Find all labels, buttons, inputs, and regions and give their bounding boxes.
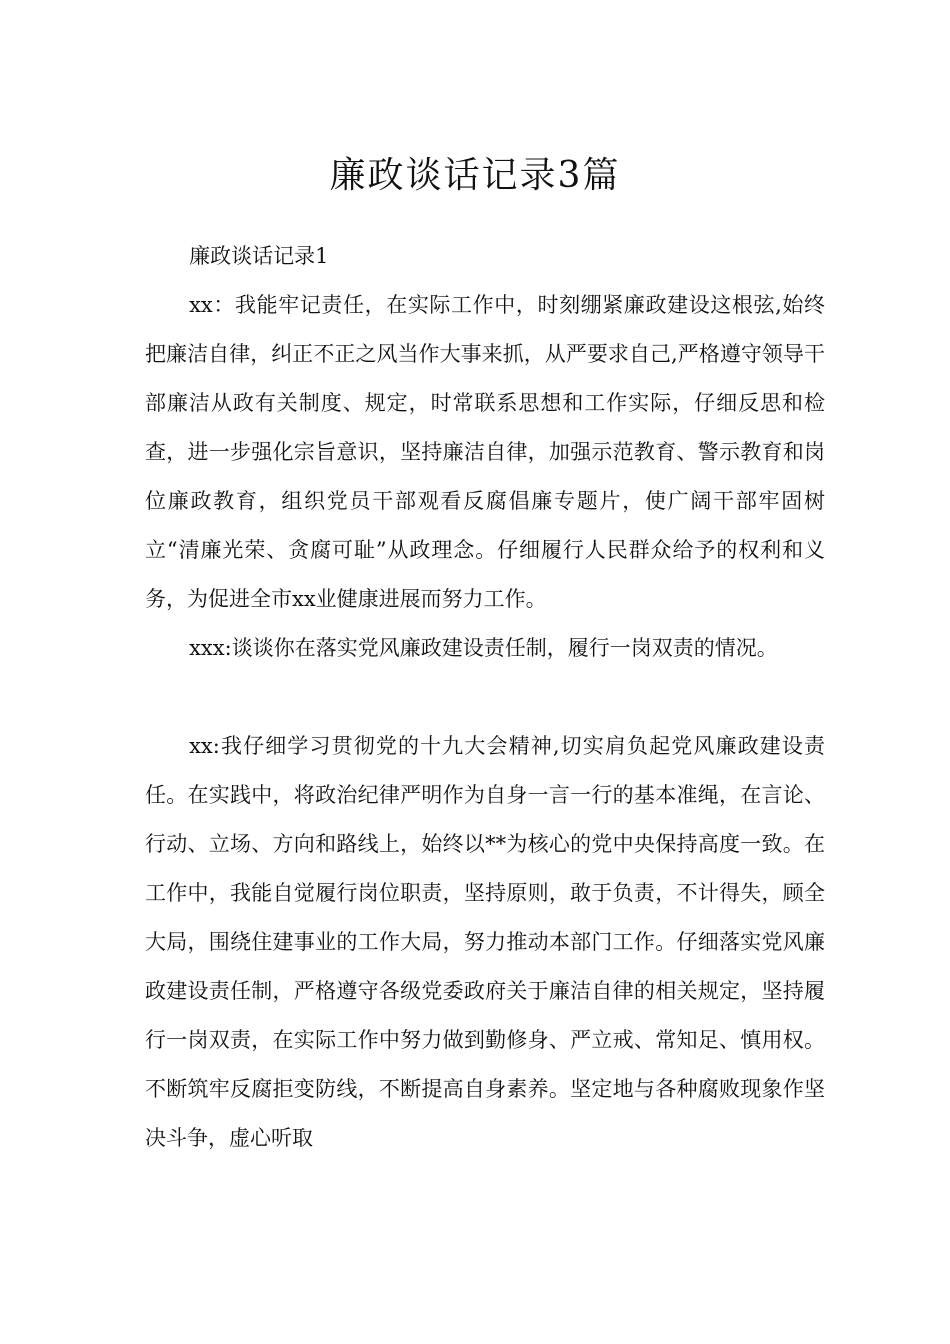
paragraph-answer-2: xx:我仔细学习贯彻党的十九大会精神,切实肩负起党风廉政建设责任。在实践中，将政治纪律严明作为自身一言一行的基本准绳，在言论、行动、立场、方向和路线上，始终以**为核心的党中央保持高度一致。在工作中，我能自觉履行岗位职责，坚持原则，敢于负责，不计得失，顾全大局，围绕住建事业的工作大局，努力推动本部门工作。仔细落实党风廉政建设责任制，严格遵守各级党委政府关于廉洁自律的相关规定，坚持履行一岗双责，在实际工作中努力做到勤修身、严立戒、常知足、慎用权。 不断筑牢反腐拒变防线，不断提高自身素养。坚定地与各种腐败现象作坚决斗争，虚心听取	[145, 734, 825, 1150]
paragraph-answer-1: xx：我能牢记责任，在实际工作中，时刻绷紧廉政建设这根弦,始终把廉洁自律，纠正不正之风当作大事来抓，从严要求自己,严格遵守领导干部廉洁从政有关制度、规定，时常联系思想和工作实际，仔细反思和检查，进一步强化宗旨意识，坚持廉洁自律，加强示范教育、警示教育和岗位廉政教育，组织党员干部观看反腐倡廉专题片，使广阔干部牢固树立“清廉光荣、贪腐可耻”从政理念。仔细履行人民群众给予的权利和义务，为促进全市xx业健康进展而努力工作。	[145, 293, 825, 611]
section-heading: 廉政谈话记录1	[189, 244, 329, 268]
paragraph-question: xxx:谈谈你在落实党风廉政建设责任制，履行一岗双责的情况。	[189, 636, 778, 660]
document-title: 廉政谈话记录3篇	[329, 155, 621, 197]
document-body	[145, 232, 825, 1163]
